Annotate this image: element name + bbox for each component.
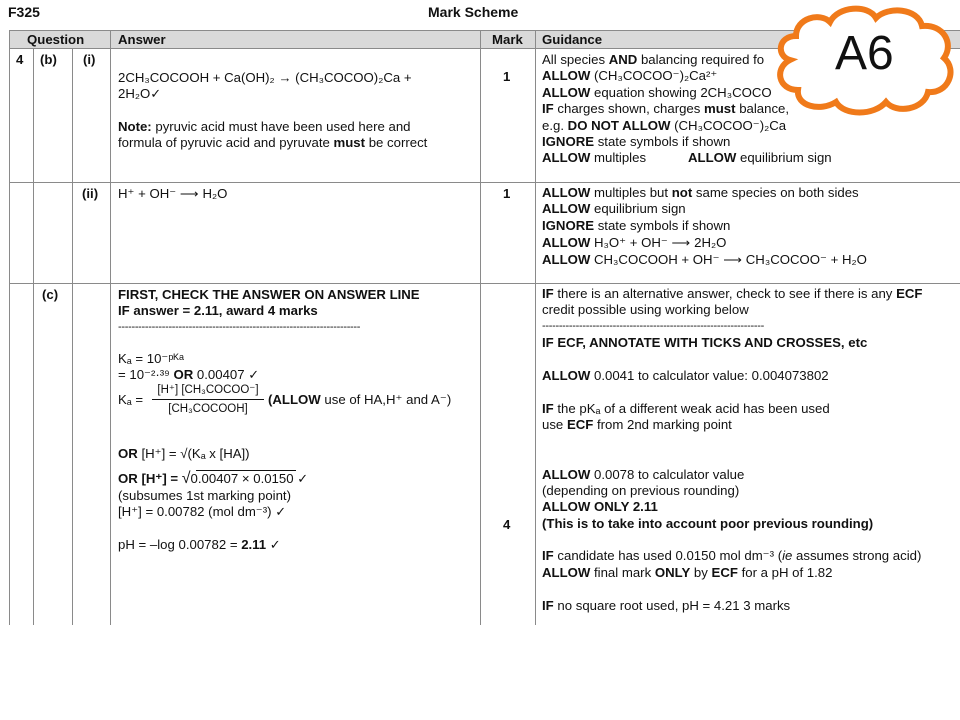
answer-equation-line2: 2H₂O✓ [118, 86, 162, 101]
badge-label: A6 [835, 27, 894, 80]
guidance-line: ALLOW ONLY 2.11 [542, 499, 658, 514]
guidance-divider: ------------------------------------------------------------------ [542, 320, 764, 332]
guidance-line: use ECF from 2nd marking point [542, 417, 732, 432]
header-answer: Answer [118, 32, 166, 47]
guidance-line: ALLOW H₃O⁺ + OH⁻ ⟶ 2H₂O [542, 235, 727, 250]
guidance-line: ALLOW equilibrium sign [688, 150, 832, 165]
header-question: Question [27, 32, 85, 47]
grid-line [33, 48, 34, 625]
answer-note-line1: Note: pyruvic acid must have been used here and [118, 119, 411, 134]
answer-line: = 10⁻²·³⁹ OR 0.00407 ✓ [118, 367, 260, 382]
mark-value: 1 [503, 69, 511, 84]
guidance-line: ALLOW final mark ONLY by ECF for a pH of 1.82 [542, 565, 833, 580]
question-number: 4 [16, 52, 24, 67]
guidance-line: ALLOW equation showing 2CH₃COCO [542, 85, 772, 100]
guidance-line: ALLOW 0.0041 to calculator value: 0.004073802 [542, 368, 829, 383]
answer-line: (ALLOW use of HA,H⁺ and A⁻) [268, 392, 452, 407]
answer-line: (subsumes 1st marking point) [118, 488, 291, 503]
answer-line: IF answer = 2.11, award 4 marks [118, 303, 318, 318]
ka-fraction-denominator: [CH₃COCOOH] [168, 403, 248, 415]
answer-line: Kₐ = 10⁻ᵖᴷᵃ [118, 351, 184, 366]
answer-line: OR [H⁺] = √0.00407 × 0.0150 ✓ [118, 470, 309, 487]
mark-value: 1 [503, 186, 511, 201]
header-guidance: Guidance [542, 32, 603, 47]
guidance-line: IGNORE state symbols if shown [542, 134, 731, 149]
answer-line: OR [H⁺] = √(Kₐ x [HA]) [118, 446, 250, 461]
ka-fraction-line [152, 399, 264, 400]
grid-line [9, 283, 960, 284]
document-title: Mark Scheme [428, 4, 519, 20]
question-subpart: (ii) [82, 186, 99, 201]
question-part: (c) [42, 287, 59, 302]
question-subpart: (i) [83, 52, 96, 67]
guidance-line: ALLOW (CH₃COCOO⁻)₂Ca²⁺ [542, 68, 718, 83]
guidance-line: All species AND balancing required fo [542, 52, 765, 67]
sqrt-overline [196, 470, 296, 471]
grid-line [480, 30, 481, 625]
answer-note-line2: formula of pyruvic acid and pyruvate must be correct [118, 135, 428, 150]
grid-line [110, 30, 111, 625]
mark-value: 4 [503, 517, 511, 532]
guidance-line: IF no square root used, pH = 4.21 3 marks [542, 598, 791, 613]
grid-line [9, 182, 960, 183]
question-part: (b) [40, 52, 57, 67]
answer-line: pH = –log 0.00782 = 2.11 ✓ [118, 537, 281, 552]
guidance-line: IF the pKₐ of a different weak acid has been used [542, 401, 830, 416]
guidance-line: e.g. DO NOT ALLOW (CH₃COCOO⁻)₂Ca [542, 118, 787, 133]
guidance-line: ALLOW 0.0078 to calculator value [542, 467, 745, 482]
grid-line [72, 48, 73, 625]
answer-divider: ------------------------------------------------------------------------ [118, 321, 361, 333]
answer-line: [H⁺] = 0.00782 (mol dm⁻³) ✓ [118, 504, 287, 519]
answer-ka-expression: Kₐ = [118, 392, 144, 407]
answer-equation-line1: 2CH₃COCOOH + Ca(OH)₂ → (CH₃COCOO)₂Ca + [118, 70, 412, 85]
guidance-line: ALLOW multiples but not same species on both sides [542, 185, 859, 200]
guidance-line: IF candidate has used 0.0150 mol dm⁻³ (ie assumes strong acid) [542, 548, 922, 563]
header-mark: Mark [492, 32, 523, 47]
guidance-line: IF there is an alternative answer, check to see if there is any ECF [542, 286, 923, 301]
grid-line [535, 30, 536, 625]
answer-equation: H⁺ + OH⁻ ⟶ H₂O [118, 186, 228, 201]
grid-line [9, 30, 10, 625]
guidance-line: IF ECF, ANNOTATE WITH TICKS AND CROSSES, etc [542, 335, 868, 350]
guidance-line: (This is to take into account poor previous rounding) [542, 516, 874, 531]
guidance-line: ALLOW multiples [542, 150, 647, 165]
guidance-line: ALLOW equilibrium sign [542, 201, 686, 216]
answer-line: FIRST, CHECK THE ANSWER ON ANSWER LINE [118, 287, 420, 302]
guidance-line: IGNORE state symbols if shown [542, 218, 731, 233]
guidance-line: credit possible using working below [542, 302, 749, 317]
ka-fraction-numerator: [H⁺] [CH₃COCOO⁻] [157, 384, 259, 396]
guidance-line: IF charges shown, charges must balance, [542, 101, 790, 116]
guidance-line: ALLOW CH₃COCOOH + OH⁻ ⟶ CH₃COCOO⁻ + H₂O [542, 252, 867, 267]
guidance-line: (depending on previous rounding) [542, 483, 740, 498]
document-code: F325 [8, 4, 40, 20]
